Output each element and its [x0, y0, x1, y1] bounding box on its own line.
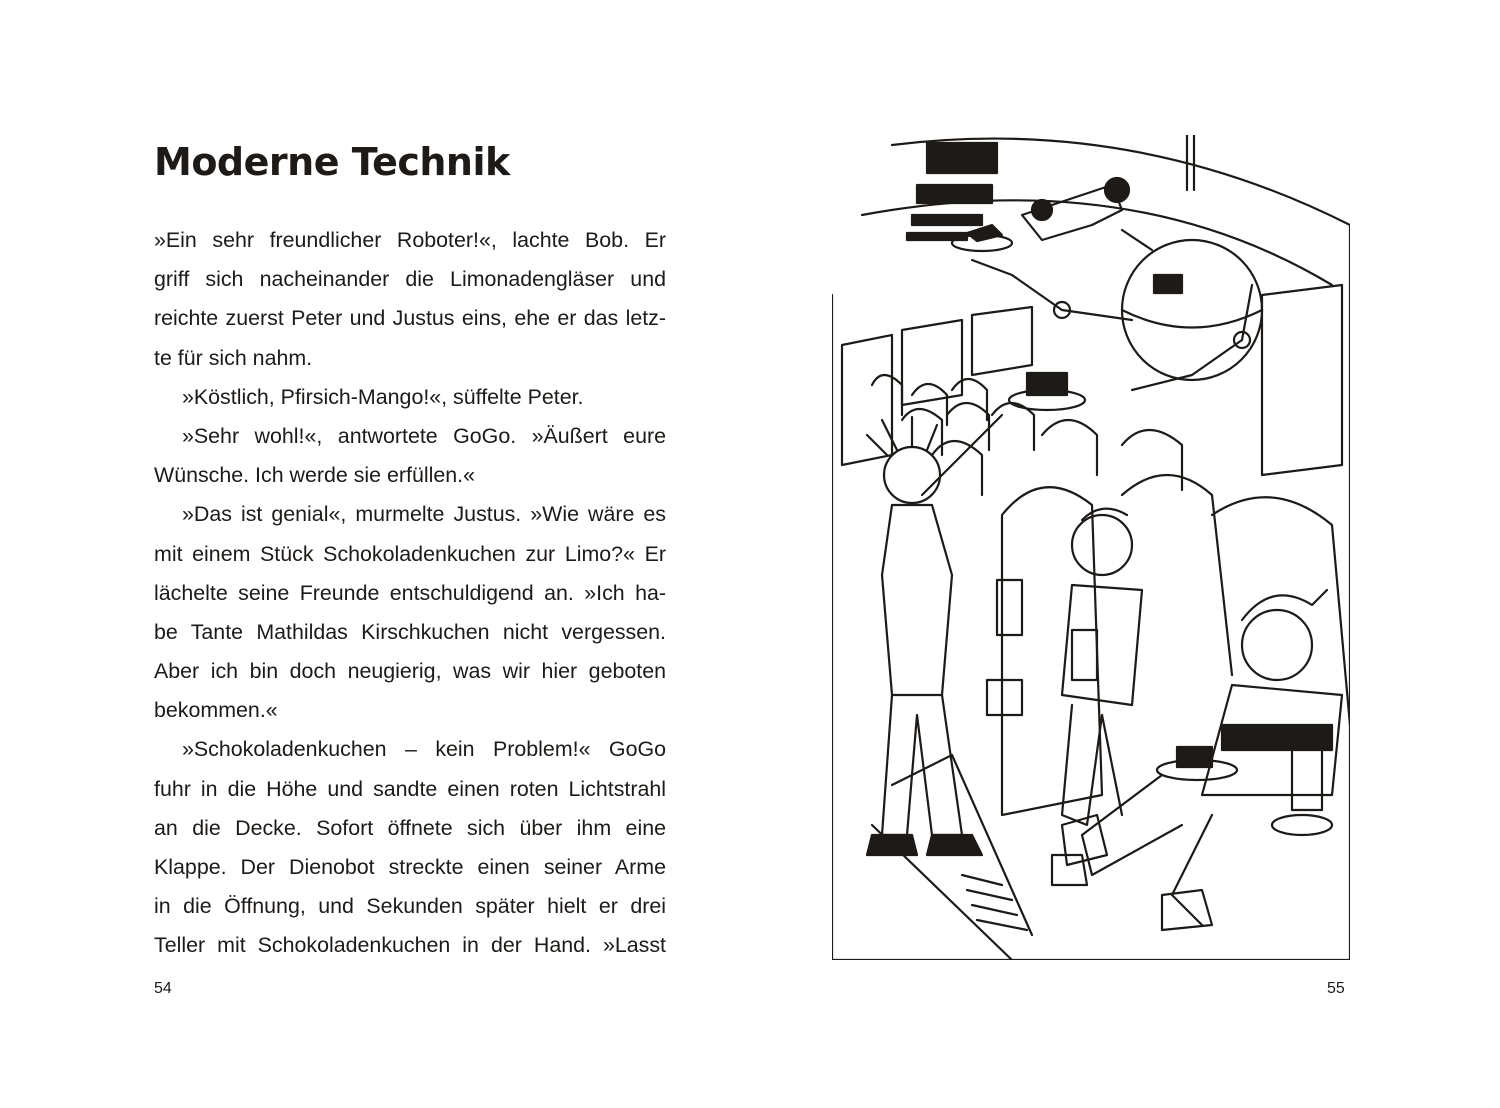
ceiling-light [927, 143, 997, 173]
seat-back [952, 379, 987, 420]
robot-band [1122, 310, 1262, 328]
left-page [154, 140, 666, 966]
robot-eye [1032, 200, 1052, 220]
chapter-title: Moderne Technik [154, 140, 510, 184]
cake-slice [1027, 373, 1067, 395]
window [972, 307, 1032, 375]
glass [1292, 745, 1322, 810]
page-number-right: 55 [1327, 980, 1345, 997]
text-line: »Köstlich, Pfirsich-Mango!«, süffelte Peter. [182, 384, 584, 409]
seat-front [1122, 475, 1232, 675]
text-line: Wünsche. Ich werde sie erfüllen.« [154, 463, 476, 488]
body-text [154, 221, 666, 966]
text-line: in die Öffnung, und Sekunden später hielt er drei [154, 894, 666, 919]
window [902, 320, 962, 405]
text-line: »Ein sehr freundlicher Roboter!«, lachte Bob. Er [154, 228, 666, 252]
robot-body [1122, 240, 1262, 380]
text-line: Klappe. Der Dienobot streckte einen seiner Arme [154, 855, 666, 879]
robot-serving-cake-illustration [832, 135, 1350, 960]
seat-back [947, 403, 989, 450]
boy-body [1062, 585, 1142, 705]
text-line: mit einem Stück Schokoladenkuchen zur Limo?« Er [154, 541, 666, 566]
text-line: Teller mit Schokoladenkuchen in der Hand. »Lasst [154, 933, 666, 958]
seat-back [1122, 430, 1182, 490]
window [1262, 285, 1342, 475]
cup-holder [987, 680, 1022, 715]
text-line: an die Decke. Sofort öffnete sich über ihm eine [154, 815, 666, 840]
seat-back [1042, 420, 1097, 475]
glass [997, 580, 1022, 635]
boy-leg [1172, 815, 1212, 925]
ceiling-arc-inner [862, 200, 1332, 285]
text-line: te für sich nahm. [154, 345, 313, 370]
page-number-left: 54 [154, 980, 172, 997]
text-line: »Das ist genial«, murmelte Justus. »Wie wäre es [182, 502, 666, 527]
text-line: Aber ich bin doch neugierig, was wir hier geboten [154, 659, 666, 684]
shoe [927, 835, 982, 855]
text-line: fuhr in die Höhe und sandte einen roten Lichtstrahl [154, 776, 666, 801]
boy-legs [882, 695, 962, 835]
boy-arm [922, 415, 1002, 495]
cup-holder [1272, 815, 1332, 835]
boy-head [1072, 515, 1132, 575]
shoe [867, 835, 917, 855]
text-line: lächelte seine Freunde entschuldigend an. »Ich ha- [154, 580, 666, 605]
seat-back [992, 403, 1034, 450]
cake-slice [967, 225, 1002, 241]
boy-body [882, 505, 952, 695]
window [842, 335, 892, 465]
robot-neck [1122, 230, 1152, 250]
boy-shirt-stripe [1222, 725, 1332, 750]
text-line: griff sich nacheinander die Limonadengläser und [154, 267, 666, 292]
boy-hair [1242, 590, 1327, 620]
robot-panel [1154, 275, 1182, 293]
ceiling-pole [1187, 135, 1194, 190]
ceiling-light [912, 215, 982, 225]
text-line: »Sehr wohl!«, antwortete GoGo. »Äußert eure [182, 423, 666, 448]
boy-leg [1082, 775, 1182, 875]
glass [1072, 630, 1097, 680]
illustration-svg [832, 135, 1350, 960]
shoe [1052, 855, 1087, 885]
cake-slice [1177, 747, 1212, 767]
text-line: »Schokoladenkuchen – kein Problem!« GoGo [182, 737, 666, 762]
text-line: reichte zuerst Peter und Justus eins, ehe er das letz- [154, 306, 666, 331]
boy-head [884, 447, 940, 503]
boy-legs [1062, 705, 1122, 825]
seat-front [1002, 487, 1102, 815]
ceiling-light [917, 185, 992, 203]
boy-head [1242, 610, 1312, 680]
seat-back [872, 375, 902, 415]
text-line: be Tante Mathildas Kirschkuchen nicht vergessen. [154, 619, 666, 644]
robot-eye [1105, 178, 1129, 202]
text-line: bekommen.« [154, 698, 278, 723]
